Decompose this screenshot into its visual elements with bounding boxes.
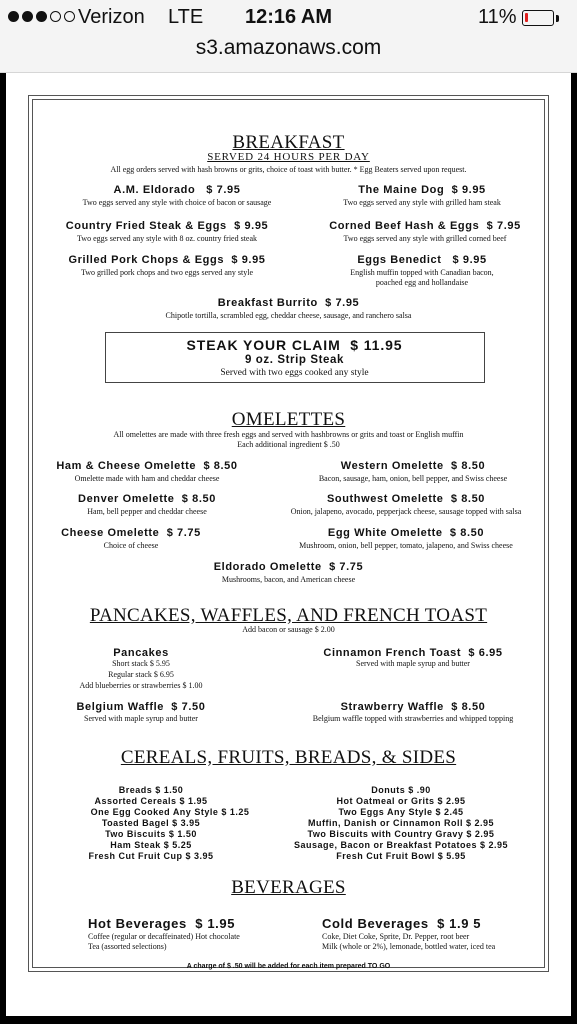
- side-item: Assorted Cereals $ 1.95: [94, 796, 208, 806]
- omelettes-note: All omelettes are made with three fresh eggs and served with hashbrowns or grits and toast or English muffin: [113, 430, 464, 439]
- breakfast-title: BREAKFAST: [232, 132, 345, 153]
- menu-item-desc: Two grilled pork chops and two eggs served any style: [80, 268, 254, 277]
- hot-beverages-desc: Tea (assorted selections): [88, 942, 167, 951]
- menu-item-desc: Belgium waffle topped with strawberries and whipped topping: [312, 714, 514, 723]
- status-bar: [0, 0, 577, 73]
- menu-page: [6, 73, 571, 1016]
- battery-percent: 11%: [478, 6, 517, 28]
- menu-item-desc: Regular stack $ 6.95: [108, 670, 174, 679]
- menu-item-desc: Add blueberries or strawberries $ 1.00: [79, 681, 203, 690]
- menu-item-desc: Bacon, sausage, ham, onion, bell pepper, and Swiss cheese: [318, 474, 508, 483]
- side-item: Donuts $ .90: [371, 785, 431, 795]
- menu-item-desc: poached egg and hollandaise: [375, 278, 469, 287]
- menu-item-name: Ham & Cheese Omelette $ 8.50: [56, 460, 238, 472]
- menu-item-desc: Two eggs served any style with grilled corned beef: [343, 234, 507, 243]
- steak-claim-subtitle: 9 oz. Strip Steak: [244, 354, 345, 366]
- steak-claim-box: [105, 332, 485, 383]
- menu-item-desc: Served with maple syrup and butter: [356, 659, 470, 668]
- bottom-toolbar-edge: [0, 1017, 577, 1024]
- menu-item-name: Corned Beef Hash & Eggs $ 7.95: [329, 220, 521, 232]
- cold-beverages-desc: Milk (whole or 2%), lemonade, bottled water, iced tea: [322, 942, 496, 951]
- omelettes-note-extra: Each additional ingredient $ .50: [237, 440, 340, 449]
- menu-item-desc: Two eggs served any style with grilled ham steak: [343, 198, 501, 207]
- side-item: Fresh Cut Fruit Cup $ 3.95: [88, 851, 214, 861]
- battery-tip: [556, 15, 559, 22]
- sides-title: CEREALS, FRUITS, BREADS, & SIDES: [120, 747, 457, 768]
- battery-icon: [522, 10, 554, 26]
- menu-item-desc: Choice of cheese: [103, 541, 159, 550]
- to-go-charge-note: A charge of $ .50 will be added for each item prepared TO GO: [186, 963, 391, 970]
- address-bar-url[interactable]: s3.amazonaws.com: [195, 36, 382, 59]
- side-item: Toasted Bagel $ 3.95: [101, 818, 201, 828]
- menu-item-desc: Two eggs served any style with 8 oz. country fried steak: [76, 234, 258, 243]
- beverages-title: BEVERAGES: [231, 877, 346, 898]
- menu-item-desc: Two eggs served any style with choice of bacon or sausage: [82, 198, 272, 207]
- menu-item-name: Belgium Waffle $ 7.50: [76, 701, 206, 713]
- menu-item-name: Pancakes: [113, 647, 169, 659]
- side-item: Ham Steak $ 5.25: [110, 840, 192, 850]
- menu-item-desc: Mushroom, onion, bell pepper, tomato, jalapeno, and Swiss cheese: [299, 541, 513, 550]
- cold-beverages-desc: Coke, Diet Coke, Sprite, Dr. Pepper, root beer: [322, 932, 470, 941]
- menu-item-desc: Mushrooms, bacon, and American cheese: [221, 575, 356, 584]
- menu-item-desc: Ham, bell pepper and cheddar cheese: [87, 507, 207, 516]
- sides-list-right: [261, 785, 541, 862]
- menu-item-name: Western Omelette $ 8.50: [340, 460, 486, 472]
- side-item: Hot Oatmeal or Grits $ 2.95: [336, 796, 466, 806]
- side-item: One Egg Cooked Any Style $ 1.25: [90, 807, 250, 817]
- menu-item-name: Eggs Benedict $ 9.95: [357, 254, 487, 266]
- menu-item-name: Denver Omelette $ 8.50: [78, 493, 216, 505]
- hot-beverages-name: Hot Beverages $ 1.95: [88, 916, 236, 931]
- menu-item-name: Country Fried Steak & Eggs $ 9.95: [65, 220, 269, 232]
- side-item: Two Biscuits $ 1.50: [105, 829, 197, 839]
- side-item: Muffin, Danish or Cinnamon Roll $ 2.95: [307, 818, 494, 828]
- clock: 12:16 AM: [244, 6, 333, 28]
- steak-claim-title: STEAK YOUR CLAIM $ 11.95: [186, 337, 403, 353]
- cold-beverages-name: Cold Beverages $ 1.9 5: [322, 916, 482, 931]
- menu-item-name: The Maine Dog $ 9.95: [358, 184, 486, 196]
- side-item: Breads $ 1.50: [118, 785, 184, 795]
- menu-item-name: Cinnamon French Toast $ 6.95: [323, 647, 503, 659]
- pancakes-title: PANCAKES, WAFFLES, AND FRENCH TOAST: [89, 605, 488, 626]
- menu-item-desc: English muffin topped with Canadian bacon,: [350, 268, 494, 277]
- menu-item-name: Breakfast Burrito $ 7.95: [217, 297, 360, 309]
- breakfast-subtitle: SERVED 24 HOURS PER DAY: [207, 151, 370, 163]
- side-item: Two Biscuits with Country Gravy $ 2.95: [307, 829, 495, 839]
- menu-item-desc: Short stack $ 5.95: [112, 659, 170, 668]
- menu-item-name: Strawberry Waffle $ 8.50: [340, 701, 486, 713]
- battery-level-fill: [525, 13, 528, 22]
- network-type: LTE: [168, 6, 204, 28]
- side-item: Two Eggs Any Style $ 2.45: [338, 807, 464, 817]
- menu-item-desc: Served with maple syrup and butter: [84, 714, 198, 723]
- menu-item-name: Grilled Pork Chops & Eggs $ 9.95: [68, 254, 266, 266]
- carrier-name: Verizon: [78, 6, 145, 28]
- menu-item-name: A.M. Eldorado $ 7.95: [113, 184, 241, 196]
- side-item: Fresh Cut Fruit Bowl $ 5.95: [336, 851, 466, 861]
- menu-item-desc: Omelette made with ham and cheddar cheese: [74, 474, 220, 483]
- menu-item-name: Southwest Omelette $ 8.50: [326, 493, 486, 505]
- menu-item-name: Egg White Omelette $ 8.50: [327, 527, 485, 539]
- pancakes-note: Add bacon or sausage $ 2.00: [242, 625, 335, 634]
- sides-list-left: [26, 785, 276, 862]
- menu-item-name: Cheese Omelette $ 7.75: [61, 527, 201, 539]
- hot-beverages-desc: Coffee (regular or decaffeinated) Hot chocolate: [88, 932, 240, 941]
- menu-item-name: Eldorado Omelette $ 7.75: [213, 561, 364, 573]
- menu-item-desc: Chipotle tortilla, scrambled egg, cheddar cheese, sausage, and ranchero salsa: [165, 311, 412, 320]
- omelettes-title: OMELETTES: [231, 409, 346, 430]
- steak-claim-desc: Served with two eggs cooked any style: [220, 368, 369, 378]
- menu-item-desc: Onion, jalapeno, avocado, pepperjack cheese, sausage topped with salsa: [290, 507, 522, 516]
- side-item: Sausage, Bacon or Breakfast Potatoes $ 2.95: [293, 840, 509, 850]
- breakfast-note: All egg orders served with hash browns or grits, choice of toast with butter. * Egg Beaters served upon request.: [110, 165, 467, 174]
